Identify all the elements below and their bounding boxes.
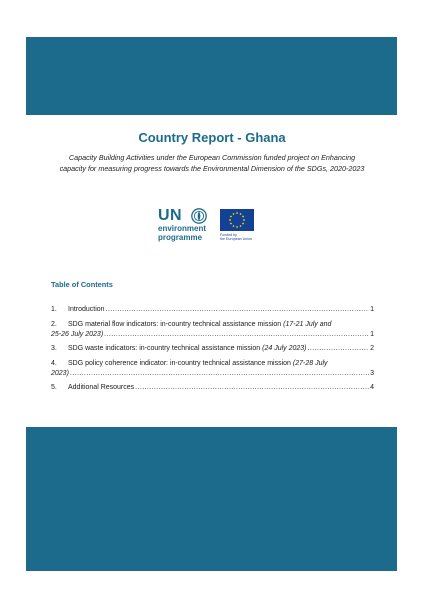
eu-star bbox=[229, 219, 231, 221]
eu-star bbox=[240, 213, 242, 215]
eu-logo-text bbox=[220, 233, 264, 241]
toc-item-title-continued: 2023) bbox=[51, 369, 69, 377]
toc-item-page: 1 bbox=[370, 306, 374, 313]
toc-item-title: SDG material flow indicators: in-country technical assistance mission (17-21 July and bbox=[68, 320, 332, 328]
bottom-banner bbox=[26, 427, 397, 571]
page-title: Country Report - Ghana bbox=[138, 130, 286, 145]
toc-item-title-continued: 25-26 July 2023) bbox=[51, 330, 104, 338]
eu-star bbox=[233, 213, 235, 215]
toc-item[interactable] bbox=[51, 320, 374, 340]
eu-logo-line-1: Funded by bbox=[220, 233, 237, 237]
toc-item-page: 4 bbox=[370, 384, 374, 391]
toc-item-number: 4. bbox=[51, 359, 57, 367]
toc-leader-dots bbox=[104, 330, 369, 340]
eu-star bbox=[243, 219, 245, 221]
toc-item[interactable] bbox=[51, 383, 374, 393]
unep-logo-un: UN bbox=[158, 207, 183, 224]
toc-item-title: SDG waste indicators: in-country technical assistance mission (24 July 2023) bbox=[68, 345, 307, 352]
toc-item[interactable] bbox=[51, 359, 374, 379]
toc-heading: Table of Contents bbox=[51, 280, 113, 289]
toc-leader-dots bbox=[135, 383, 369, 393]
eu-star bbox=[240, 225, 242, 227]
eu-star bbox=[233, 225, 235, 227]
toc-item-number: 2. bbox=[51, 320, 57, 328]
toc-item-title: SDG policy coherence indicator: in-country technical assistance mission (27-28 July bbox=[68, 359, 328, 367]
eu-logo-line-2: the European Union bbox=[220, 237, 252, 242]
logo-row bbox=[158, 207, 268, 247]
toc-item-number: 5. bbox=[51, 384, 57, 391]
unep-logo-line-2: environment bbox=[158, 224, 207, 233]
eu-flag-icon bbox=[220, 209, 254, 231]
subtitle-line-2: capacity for measuring progress towards the Environmental Dimension of the SDGs, 2020-2023 bbox=[59, 163, 365, 173]
page-subtitle bbox=[44, 153, 380, 174]
toc-item-number: 3. bbox=[51, 345, 57, 352]
top-banner bbox=[26, 37, 397, 115]
eu-star bbox=[242, 216, 244, 218]
toc-item-page: 1 bbox=[370, 330, 374, 338]
toc-item-page: 3 bbox=[370, 369, 374, 377]
unep-logo-text bbox=[158, 225, 206, 242]
toc-item-page: 2 bbox=[370, 345, 374, 352]
unep-logo bbox=[158, 207, 214, 247]
toc-item-title: Additional Resources bbox=[68, 384, 135, 391]
eu-star bbox=[242, 223, 244, 225]
table-of-contents bbox=[51, 305, 374, 398]
toc-item-number: 1. bbox=[51, 306, 57, 313]
toc-item-title: Introduction bbox=[68, 306, 105, 313]
eu-star bbox=[236, 212, 238, 214]
eu-star bbox=[230, 223, 232, 225]
toc-leader-dots bbox=[308, 344, 370, 354]
toc-item[interactable] bbox=[51, 305, 374, 315]
eu-star bbox=[236, 226, 238, 228]
toc-leader-dots bbox=[70, 369, 369, 379]
eu-logo bbox=[220, 209, 254, 247]
toc-leader-dots bbox=[106, 305, 370, 315]
subtitle-line-1: Capacity Building Activities under the European Commission funded project on Enhancing bbox=[68, 153, 356, 162]
unep-logo-line-3: programme bbox=[158, 232, 203, 242]
toc-item[interactable] bbox=[51, 344, 374, 354]
un-emblem-icon bbox=[191, 208, 207, 224]
eu-star bbox=[230, 216, 232, 218]
